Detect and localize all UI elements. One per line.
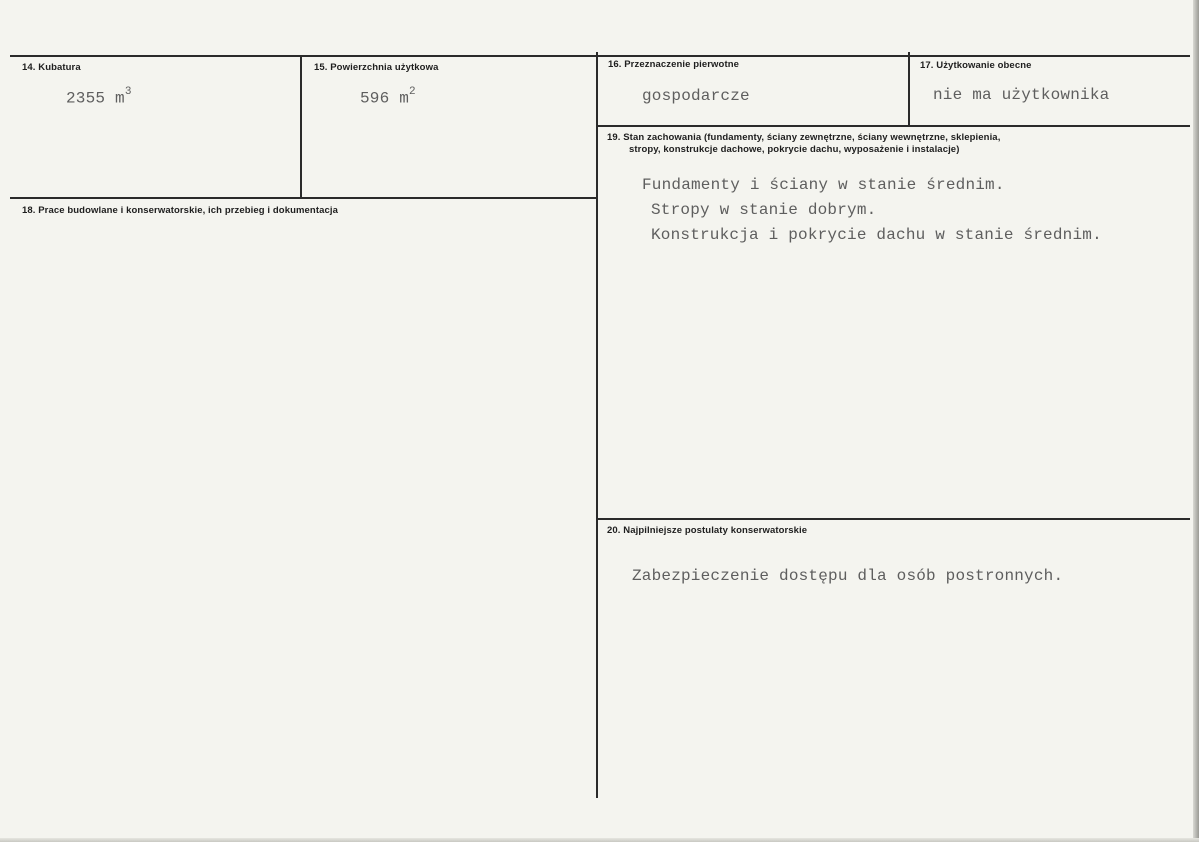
condition-line-2: Stropy w stanie dobrym. [651, 201, 877, 219]
condition-line-3: Konstrukcja i pokrycie dachu w stanie średnim. [651, 226, 1102, 244]
field-16-label: 16. Przeznaczenie pierwotne [608, 59, 739, 70]
field-14-label: 14. Kubatura [22, 62, 81, 73]
field-19-label-line1: 19. Stan zachowania (fundamenty, ściany zewnętrzne, ściany wewnętrzne, sklepienia, [607, 132, 1001, 143]
field-15-label: 15. Powierzchnia użytkowa [314, 62, 439, 73]
top-rule [10, 55, 1190, 57]
kubatura-unit: m [115, 89, 125, 108]
rule-under-16-17 [597, 125, 1190, 127]
field-16-value: gospodarcze [642, 87, 750, 105]
card-bottom-edge [0, 838, 1199, 842]
field-17-label: 17. Użytkowanie obecne [920, 60, 1032, 71]
divider-16-17 [908, 52, 910, 126]
kubatura-number: 2355 [66, 89, 106, 108]
kubatura-unit-exponent: 3 [124, 86, 132, 98]
field-19-label-line2: stropy, konstrukcje dachowe, pokrycie dachu, wyposażenie i instalacje) [629, 144, 960, 155]
area-unit: m [399, 89, 410, 108]
field-15-value [360, 88, 416, 107]
area-unit-exponent: 2 [409, 86, 416, 98]
rule-above-20 [597, 518, 1190, 520]
field-17-value: nie ma użytkownika [933, 86, 1110, 104]
center-divider [596, 52, 598, 798]
divider-14-15 [300, 56, 302, 199]
condition-line-1: Fundamenty i ściany w stanie średnim. [642, 176, 1005, 194]
rule-under-14-15 [10, 197, 597, 199]
field-14-value [66, 88, 132, 107]
field-20-label: 20. Najpilniejsze postulaty konserwatorskie [607, 525, 808, 536]
field-20-value: Zabezpieczenie dostępu dla osób postronnych. [632, 567, 1064, 585]
card-right-edge [1193, 0, 1199, 842]
area-number: 596 [360, 89, 390, 108]
field-18-label: 18. Prace budowlane i konserwatorskie, ich przebieg i dokumentacja [22, 205, 338, 216]
